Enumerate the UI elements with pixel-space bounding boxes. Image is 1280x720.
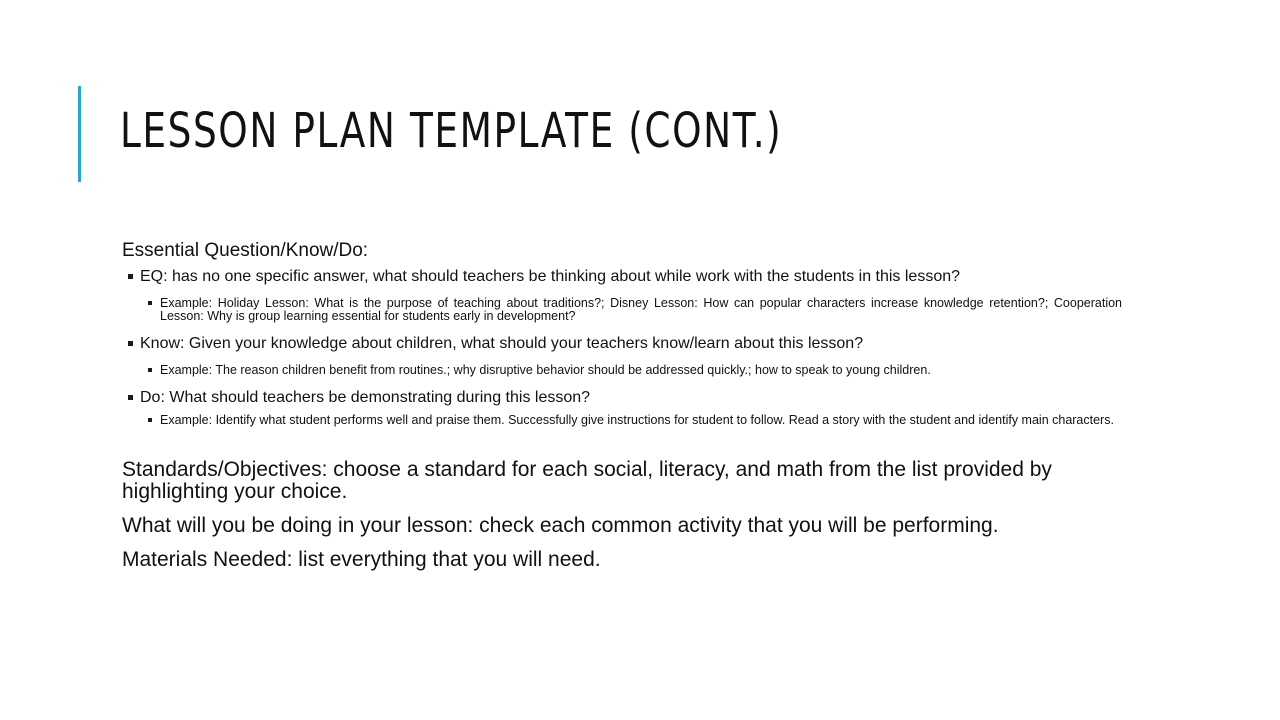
know-example-bullet: Example: The reason children benefit from routines.; why disruptive behavior should be addressed quickly.; how to speak to young children. (142, 364, 1122, 377)
slide-body (122, 240, 1122, 583)
eq-example-bullet: Example: Holiday Lesson: What is the purpose of teaching about traditions?; Disney Lesson: How can popular characters increase knowledge retention?; Cooperation Lesson: Why is group learning essential for students early in development? (142, 297, 1122, 323)
title-accent-bar (78, 86, 81, 182)
essential-question-heading: Essential Question/Know/Do: (122, 240, 369, 261)
know-bullet: Know: Given your knowledge about children, what should your teachers know/learn about this lesson? (122, 335, 1122, 352)
activities-paragraph: What will you be doing in your lesson: check each common activity that you will be performing. (122, 514, 999, 537)
standards-paragraph: Standards/Objectives: choose a standard for each social, literacy, and math from the list provided by highlighting your choice. (122, 458, 1052, 503)
do-example-bullet: Example: Identify what student performs well and praise them. Successfully give instructions for student to follow. Read a story with the student and identify main characters. (142, 414, 1122, 427)
do-bullet: Do: What should teachers be demonstrating during this lesson? (122, 389, 1122, 406)
materials-paragraph: Materials Needed: list everything that you will need. (122, 548, 601, 571)
eq-bullet: EQ: has no one specific answer, what should teachers be thinking about while work with the students in this lesson? (122, 268, 1122, 285)
slide-title: LESSON PLAN TEMPLATE (CONT.) (120, 103, 783, 159)
